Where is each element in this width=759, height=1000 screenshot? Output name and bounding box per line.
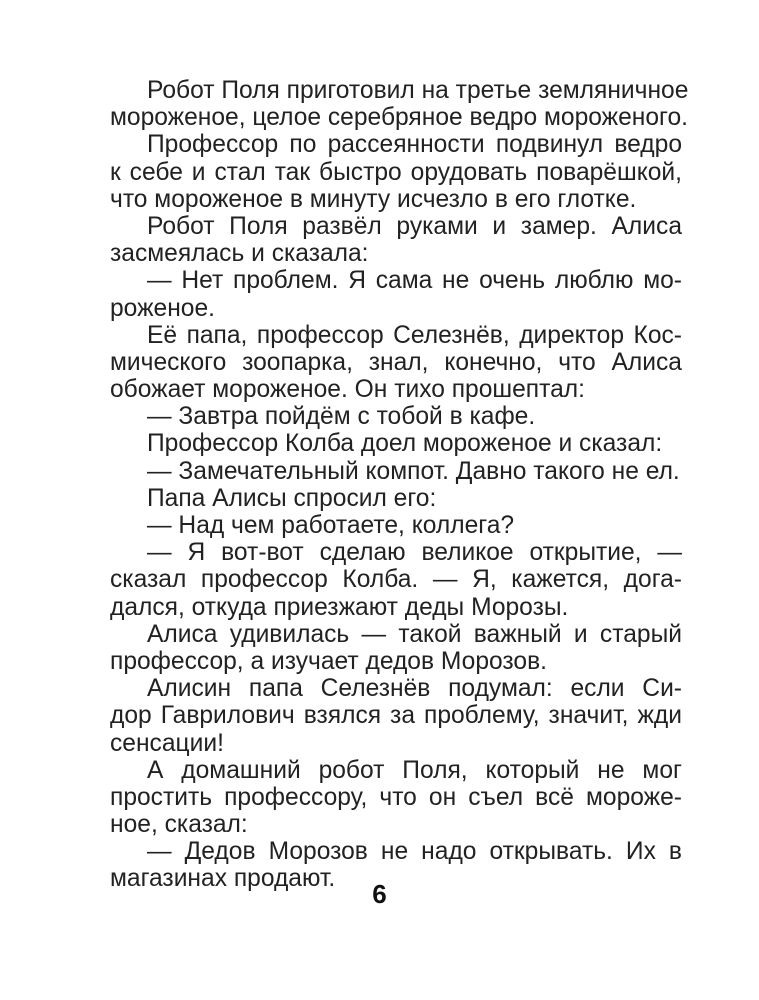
text-line: профессор, а изучает дедов Морозов. [110,647,547,675]
text-line: дор Гаврилович взялся за проблему, значит, жди [110,702,682,730]
text-line: — Замечательный компот. Давно такого не ел. [147,457,680,485]
text-line: Робот Поля развёл руками и замер. Алиса [147,212,682,240]
text-line: — Я вот-вот сделаю великое открытие, — [147,539,682,567]
body-text [110,77,689,893]
text-line: А домашний робот Поля, который не мог [147,756,682,784]
text-line: сказал профессор Колба. — Я, кажется, дога- [110,566,682,594]
text-line: роженое. [110,294,215,322]
text-line: обожает мороженое. Он тихо прошептал: [110,376,585,404]
text-line: простить профессору, что он съел всё мороже- [110,783,682,811]
text-line: Робот Поля приготовил на третье земляничное [147,77,689,104]
text-line: — Над чем работаете, коллега? [147,512,515,539]
text-line: — Завтра пойдём с тобой в кафе. [147,403,536,431]
text-line: ное, сказал: [110,811,248,839]
text-line: мороженое, целое серебряное ведро мороженого. [110,104,688,132]
text-line: Профессор Колба доел мороженое и сказал: [147,430,663,458]
text-line: — Нет проблем. Я сама не очень люблю мо- [147,267,682,295]
text-line: Алисин папа Селезнёв подумал: если Си- [147,675,682,703]
text-line: — Дедов Морозов не надо открывать. Их в [147,838,682,866]
text-line: что мороженое в минуту исчезло в его глотке. [110,185,637,213]
text-line: Профессор по рассеянности подвинул ведро [147,131,682,159]
text-line: сенсации! [110,729,224,757]
text-line: мического зоопарка, знал, конечно, что Алиса [110,348,682,376]
page-number: 6 [372,879,387,909]
text-line: Папа Алисы спросил его: [147,484,437,512]
text-line: магазинах продают. [110,865,336,893]
text-line: засмеялась и сказала: [110,240,369,268]
text-line: Её папа, профессор Селезнёв, директор Кос- [147,321,682,349]
text-line: дался, откуда приезжают деды Морозы. [110,593,569,621]
text-line: Алиса удивилась — такой важный и старый [147,620,682,648]
text-line: к себе и стал так быстро орудовать поварёшкой, [110,158,682,186]
